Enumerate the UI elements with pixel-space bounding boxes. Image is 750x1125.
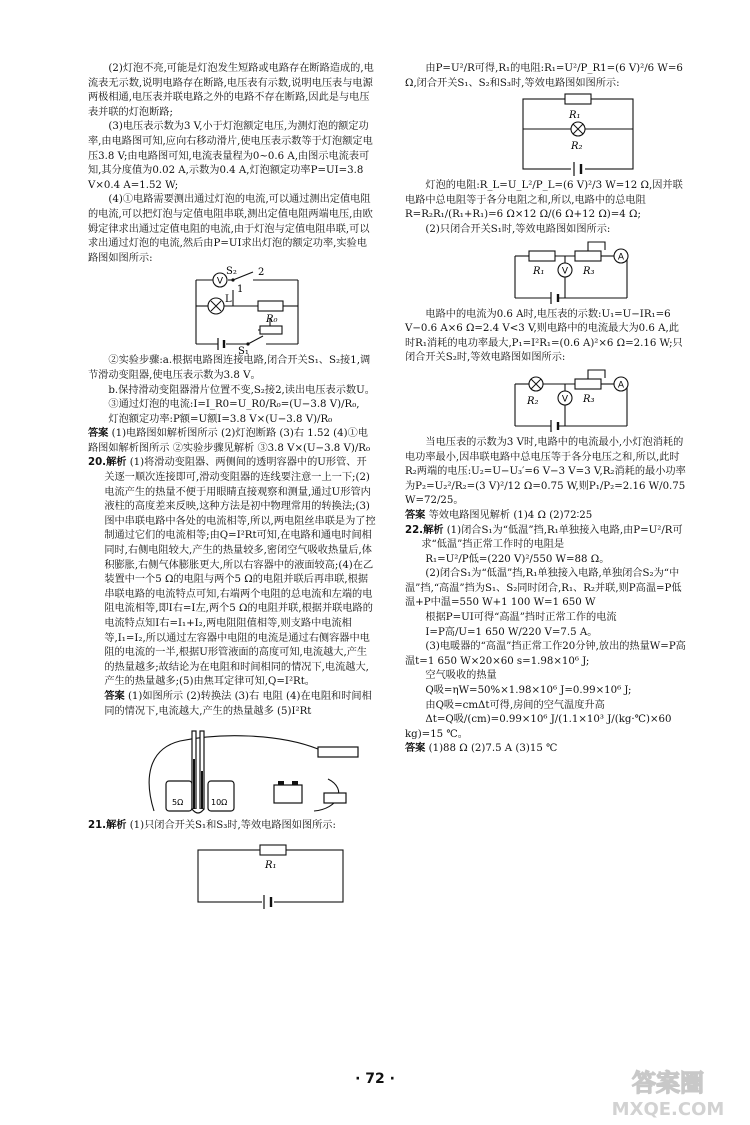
voltmeter-label: V (561, 266, 569, 277)
paragraph: 根据P=UI可得“高温”挡时正常工作的电流 (425, 612, 617, 624)
paragraph: (2)灯泡不亮,可能是灯泡发生短路或电路存在断路造成的,电流表无示数,说明电路存在断路,电压表有示数,说明电压表与电源两极相通,电压表并联电路之外的电路不存在断路,因此是与电压表并联的灯泡断路; (88, 63, 374, 118)
rheostat-r3-label: R₃ (583, 265, 595, 277)
lamp-label: L (225, 294, 232, 306)
watermark-url: MXQE.COM (611, 1099, 725, 1120)
paragraph: (2)只闭合开关S₁时,等效电路图如图所示: (425, 223, 611, 235)
answer-19 (88, 427, 376, 456)
answer-label: 答案 (405, 509, 426, 521)
formula: R₁=U²/P低=(220 V)²/550 W=88 Ω。 (425, 553, 610, 565)
resistor-r0-label: R₀ (266, 314, 278, 326)
answer-text: (1)88 Ω (2)7.5 A (3)15 ℃ (428, 743, 558, 755)
paragraph: (3)电压表示数为3 V,小于灯泡额定电压,为测灯泡的额定功率,由电路图可知,应向右移动滑片,使电压表示数等于灯泡额定电压3.8 V;由电路图可知,电流表量程为0~0.6 A,由图示电流表可知,其分度值为0.02 A,示数为0.4 A,灯泡额定功率P=UI=3.8 V×0.4 A=1.52 W; (88, 121, 373, 191)
page-number: · 72 · (355, 1071, 395, 1087)
watermark-text: 答案圈 (632, 1069, 704, 1097)
formula: I=P高/U=1 650 W/220 V=7.5 A。 (425, 626, 598, 638)
analysis-text: (1)只闭合开关S₁和S₃时,等效电路图如图所示: (129, 820, 336, 832)
lamp-r2-label: R₂ (527, 395, 539, 407)
paragraph: 灯泡的电阻:R_L=U_L²/P_L=(6 V)²/3 W=12 Ω,因并联电路中总电阻等于各分电阻之和,所以,电路中的总电阻R=R₂R₁/(R₁+R₁)=6 Ω×12 Ω/(6 Ω+12 Ω)=4 Ω; (405, 180, 683, 221)
analysis-text: (1)闭合S₁为“低温”挡,R₁单独接入电路,由P=U²/R可求“低温”挡正常工作时的电阻是 (421, 524, 683, 551)
question-22 (405, 524, 688, 553)
analysis-label: 解析 (423, 524, 444, 536)
ammeter-label: A (617, 380, 625, 391)
question-20 (88, 456, 376, 690)
question-number: 20. (88, 457, 107, 469)
left-column (88, 62, 376, 912)
resistor-r1-label: R₁ (265, 859, 277, 871)
lamp-r2-label: R₂ (571, 141, 583, 153)
resistor-r1-label: R₁ (569, 110, 581, 122)
analysis-label: 解析 (106, 457, 127, 469)
equivalent-circuit-r1-r2-parallel (405, 91, 688, 179)
paragraph: 当电压表的示数为3 V时,电路中的电流最小,小灯泡消耗的电功率最小,因串联电路中总电压等于各分电压之和,所以,此时R₂两端的电压:U₂=U−U₃′=6 V−3 V=3 V,R₂消耗的最小功率为P₂=U₂²/R₂=(3 V)²/12 Ω=0.75 W,则P₁/P₂=2.16 W/0.75 W=72/25。 (405, 436, 686, 507)
question-number: 22. (405, 524, 424, 536)
answer-text: (1)如图所示 (2)转换法 (3)右 电阻 (4)在电阻和时间相同的情况下,电流越大,产生的热量越多 (5)I²Rt (104, 690, 372, 717)
paragraph: (3)电暖器的“高温”挡正常工作20分钟,放出的热量W=P高温t=1 650 W×20×60 s=1.98×10⁶ J; (405, 641, 686, 667)
answer-22 (405, 742, 688, 757)
resistor-r1-label: R₁ (533, 265, 545, 277)
answer-text: (1)电路图如解析图所示 (2)灯泡断路 (3)右 1.52 (4)①电路图如解析图所示 ②实验步骤见解析 ③3.8 V×(U−3.8 V)/R₀ (88, 428, 371, 454)
equivalent-circuit-r1 (88, 834, 376, 912)
question-number: 21. (88, 820, 107, 832)
equivalent-circuit-r1-r3-series (405, 238, 688, 308)
answer-label: 答案 (104, 690, 125, 702)
rheostat-r3-label: R₃ (583, 393, 595, 405)
answer-label: 答案 (405, 743, 426, 755)
resistor-5ohm-label: 5Ω (172, 798, 184, 808)
question-21 (88, 819, 376, 834)
voltmeter-label: V (216, 276, 224, 287)
ammeter-label: A (617, 252, 625, 263)
paragraph: 由P=U²/R可得,R₁的电阻:R₁=U²/P_R1=(6 V)²/6 W=6 Ω,闭合开关S₁、S₂和S₃时,等效电路图如图所示: (405, 63, 683, 89)
contact-2-label: 2 (258, 267, 265, 279)
answer-text: 等效电路图见解析 (1)4 Ω (2)72∶25 (428, 509, 593, 521)
paragraph: (4)①电路需要测出通过灯泡的电流,可以通过测出定值电阻的电流,可以把灯泡与定值电阻串联,测出定值电阻两端电压,由欧姆定律求出通过定值电阻的电流,由于灯泡与定值电阻串联,可以求出通过灯泡的电流,然后由P=UI求出灯泡的额定功率,实验电路图如图所示: (88, 194, 373, 264)
analysis-label: 解析 (106, 820, 127, 832)
right-column (405, 62, 688, 757)
formula: 灯泡额定功率:P额=U额I=3.8 V×(U−3.8 V)/R₀ (108, 413, 333, 425)
joule-heating-apparatus-figure (88, 719, 376, 819)
watermark-logo (598, 1063, 738, 1121)
voltmeter-label: V (561, 394, 569, 405)
formula: Q吸=ηW=50%×1.98×10⁶ J=0.99×10⁶ J; (425, 685, 632, 697)
paragraph: 电路中的电流为0.6 A时,电压表的示数:U₁=U−IR₁=6 V−0.6 A×6 Ω=2.4 V<3 V,则电路中的电流最大为0.6 A,此时R₁消耗的电功率最大,P₁=I²R₁=(0.6 A)²×6 Ω=2.16 W;只闭合开关S₂时,等效电路图如图所示: (405, 308, 683, 364)
equivalent-circuit-r2-r3-series (405, 366, 688, 436)
paragraph: 由Q吸=cmΔt可得,房间的空气温度升高 (425, 699, 605, 711)
switch-s1-label: S₁ (238, 346, 249, 355)
answer-label: 答案 (88, 428, 109, 440)
answer-20 (88, 690, 376, 719)
formula: Δt=Q吸/(cm)=0.99×10⁶ J/(1.1×10³ J/(kg·℃)×60 kg)=15 ℃。 (405, 714, 672, 740)
switch-s2-label: S₂ (226, 266, 237, 278)
paragraph: 空气吸收的热量 (425, 670, 497, 682)
circuit-diagram-lamp-switch (98, 266, 386, 354)
paragraph: ②实验步骤:a.根据电路图连接电路,闭合开关S₁、S₂接1,调节滑动变阻器,使电压表示数为3.8 V。 (88, 355, 371, 381)
paragraph: b.保持滑动变阻器滑片位置不变,S₂接2,读出电压表示数U。 (108, 384, 375, 396)
answer-21 (405, 509, 688, 524)
contact-1-label: 1 (237, 284, 244, 296)
paragraph: (2)闭合S₁为“低温”挡,R₁单独接入电路,单独闭合S₂为“中温”挡,“高温”挡为S₁、S₂同时闭合,R₁、R₂并联,则P高温=P低温+P中温=550 W+1 100 W=1 650 W (405, 568, 682, 609)
resistor-10ohm-label: 10Ω (211, 798, 228, 808)
formula: ③通过灯泡的电流:I=I_R0=U_R0/R₀=(U−3.8 V)/R₀, (108, 399, 360, 411)
analysis-text: (1)将滑动变阻器、两侧间的透明容器中的U形管、开关逐一顺次连接即可,滑动变阻器的连线要注意一上一下;(2)电流产生的热量不便于用眼睛直接观察和测量,通过U形管内液柱的高度差来反映,这种方法是初中物理常用的转换法;(3)图中串联电路中各处的电流相等,所以,两电阻丝串联是为了控制通过它们的电流相等;由Q=I²Rt可知,在电路和通电时间相同时,右侧电阻较大,产生的热量较多,密闭空气吸收热量后,体积膨胀,右侧气体膨胀更大,所以右容器中的液面较高;(4)在乙装置中一个5 Ω的电阻与两个5 Ω的电阻并联后再串联,根据串联电路的电流特点可知,右端两个电阻的总电流和左端的电阻电流相等,即I右=I左,两个5 Ω的电阻并联,根据并联电路的电流特点知I右=I₁+I₂,两电阻阻值相等,则支路中电流相等,I₁=I₂,所以通过左容器中电阻的电流是通过右侧容器中电阻的电流的一半,根据U形管液面的高度可知,电流越大,产生的热量越多;故结论为在电阻和时间相同的情况下,电流越大,产生的热量越多;(5)由焦耳定律可知,Q=I²Rt。 (104, 457, 376, 688)
